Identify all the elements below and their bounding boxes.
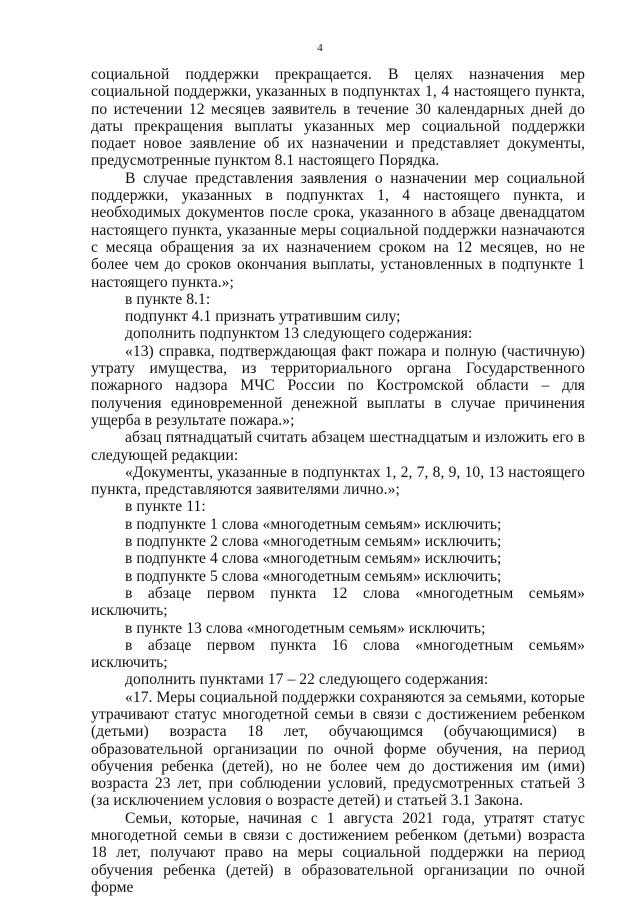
paragraph-add-subitem-13: дополнить подпунктом 13 следующего содержания: xyxy=(125,325,473,343)
paragraph-add-items-17-22: дополнить пунктами 17 – 22 следующего содержания: xyxy=(125,671,489,689)
paragraph-families-august-2021: Семьи, которые, начиная с 1 августа 2021 года, утратят статус многодетной семьи в связи с достижением ребенком (детьми) возраста 18 лет, получают право на меры социальной поддержки на период обучения ребенка (детей) в образовательной организации по очной форме xyxy=(91,809,585,896)
paragraph-item-16-exclude: в абзаце первом пункта 16 слова «многодетным семьям» исключить; xyxy=(91,636,585,672)
paragraph-subitem-4-1-void: подпункт 4.1 признать утратившим силу; xyxy=(125,308,401,326)
paragraph-continuation: социальной поддержки прекращается. В целях назначения мер социальной поддержки, указанных в подпунктах 1, 4 настоящего пункта, по истечении 12 месяцев заявитель в течение 30 календарных дней до даты прекращения выплаты указанных мер социальной поддержки подает новое заявление об их назначении и представляет документы, предусмотренные пунктом 8.1 настоящего Порядка. xyxy=(91,66,585,170)
paragraph-item-17: «17. Меры социальной поддержки сохраняются за семьями, которые утрачивают статус многодетной семьи в связи с достижением ребенком (детьми) возраста 18 лет, обучающимся (обучающимися) в образовательной организации по очной форме обучения, на период обучения ребенка (детей), но не более чем до достижения им (ими) возраста 23 лет, при соблюдении условий, предусмотренных статьей 3 (за исключением условия о возрасте детей) и статьей 3.1 Закона. xyxy=(91,688,585,810)
paragraph-fire-certificate: «13) справка, подтверждающая факт пожара и полную (частичную) утрату имущества, из территориального органа Государственного пожарного надзора МЧС России по Костромской области – для получения единовременной денежной выплаты в случае причинения ущерба в результате пожара.»; xyxy=(91,342,585,429)
paragraph-item-13-exclude: в пункте 13 слова «многодетным семьям» исключить; xyxy=(125,619,486,637)
paragraph-fifteenth-to-sixteenth: абзац пятнадцатый считать абзацем шестнадцатым и изложить его в следующей редакции: xyxy=(91,429,585,464)
paragraph-documents-in-person: «Документы, указанные в подпунктах 1, 2, 7, 8, 9, 10, 13 настоящего пункта, представляются заявителями лично.»; xyxy=(91,463,585,499)
paragraph-late-application: В случае представления заявления о назначении мер социальной поддержки, указанных в подпунктах 1, 4 настоящего пункта, и необходимых документов после срока, указанного в абзаце двенадцатом настоящего пункта, указанные меры социальной поддержки назначаются с месяца обращения за их назначением сроком на 12 месяцев, но не более чем до сроков окончания выплаты, установленных в подпункте 1 настоящего пункта.»; xyxy=(91,169,585,291)
paragraph-subitem-5-exclude: в подпункте 5 слова «многодетным семьям» исключить; xyxy=(125,567,502,585)
paragraph-subitem-4-exclude: в подпункте 4 слова «многодетным семьям» исключить; xyxy=(125,550,502,568)
page-number: 4 xyxy=(317,42,323,54)
paragraph-item-12-exclude: в абзаце первом пункта 12 слова «многодетным семьям» исключить; xyxy=(91,584,585,620)
paragraph-subitem-1-exclude: в подпункте 1 слова «многодетным семьям» исключить; xyxy=(125,515,502,533)
paragraph-subitem-2-exclude: в подпункте 2 слова «многодетным семьям» исключить; xyxy=(125,533,502,551)
paragraph-item-8-1: в пункте 8.1: xyxy=(125,290,211,308)
paragraph-item-11: в пункте 11: xyxy=(125,498,206,516)
document-body xyxy=(91,66,585,896)
